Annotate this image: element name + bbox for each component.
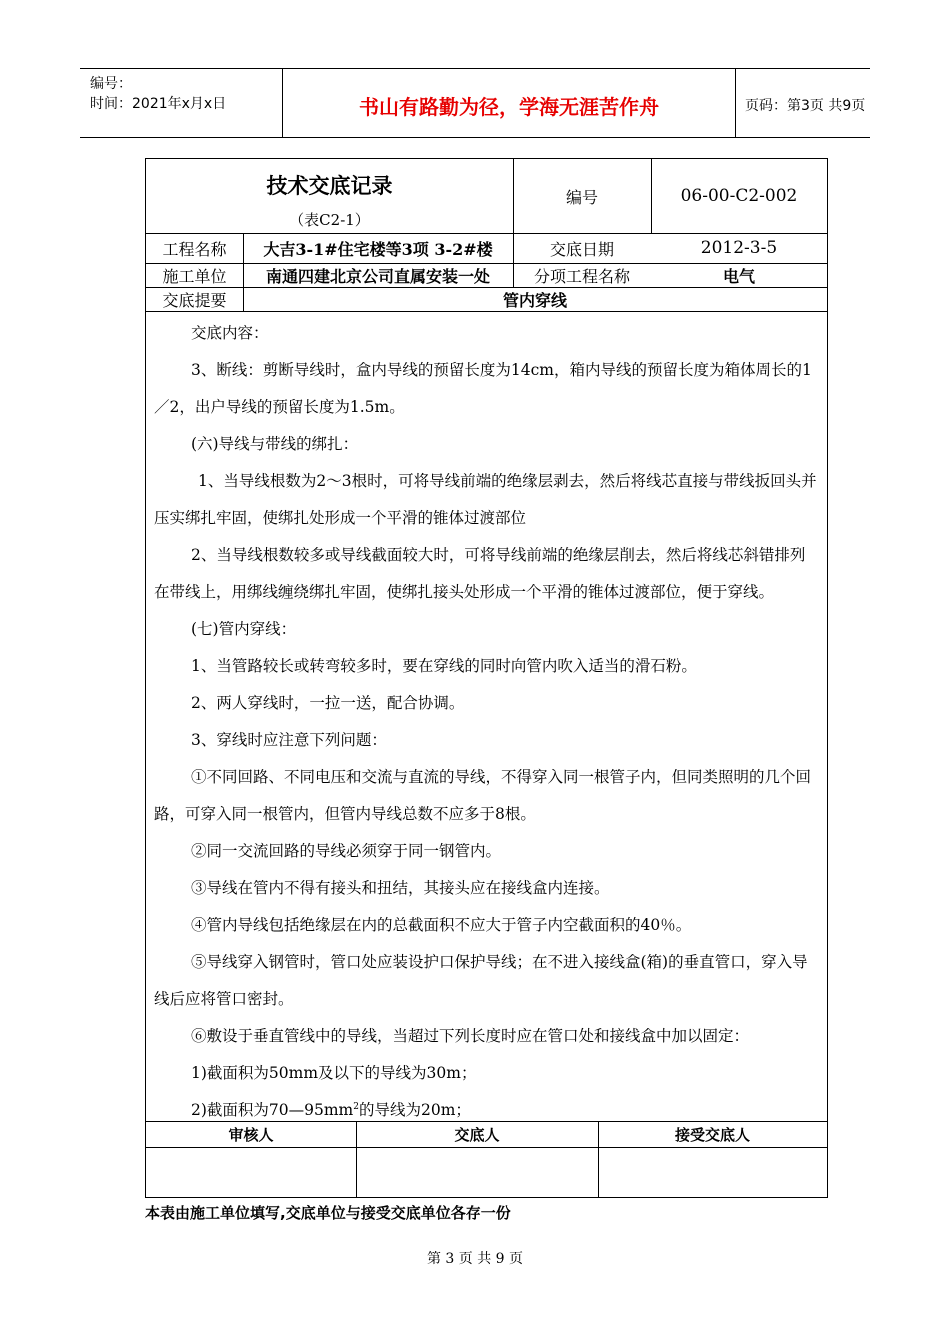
page-header <box>80 68 870 138</box>
content-heading: 交底内容： <box>191 324 269 342</box>
content-paragraph: ①不同回路、不同电压和交流与直流的导线，不得穿入同一根管子内，但同类照明的几个回路，可穿入同一根管内，但管内导线总数不应多于8根。 <box>154 768 812 823</box>
construction-unit-value: 南通四建北京公司直属安装一处 <box>265 266 490 286</box>
motto-text: 书山有路勤为径，学海无涯苦作舟 <box>359 95 659 119</box>
subitem-name-value: 电气 <box>722 266 755 286</box>
content-paragraph: 1)截面积为50mm及以下的导线为30m； <box>191 1064 477 1082</box>
content-paragraph: ②同一交流回路的导线必须穿于同一钢管内。 <box>191 842 502 860</box>
number-field-label: 编号 <box>565 187 598 207</box>
table-footnote: 本表由施工单位填写,交底单位与接受交底单位各存一份 <box>145 1204 511 1222</box>
project-name-value: 大吉3-1#住宅楼等3项 3-2#楼 <box>263 239 493 259</box>
time-label: 时间：2021年x月x日 <box>90 96 227 112</box>
content-paragraph: 2、两人穿线时，一拉一送，配合协调。 <box>191 694 465 712</box>
content-paragraph: 2、当导线根数较多或导线截面较大时，可将导线前端的绝缘层削去，然后将线芯斜错排列在带线上，用绑线缠绕绑扎牢固，使绑扎接头处形成一个平滑的锥体过渡部位，便于穿线。 <box>154 546 806 601</box>
header-motto-cell <box>282 69 736 137</box>
construction-unit-label: 施工单位 <box>162 266 227 286</box>
project-name-label: 工程名称 <box>162 239 227 259</box>
content-paragraph: ④管内导线包括绝缘层在内的总截面积不应大于管子内空截面积的40％。 <box>191 916 692 934</box>
technical-disclosure-record <box>145 158 828 1198</box>
superscript: 2 <box>353 1101 359 1112</box>
content-paragraph: ③导线在管内不得有接头和扭结，其接头应在接线盒内连接。 <box>191 879 610 897</box>
number-field-value: 06-00-C2-002 <box>680 186 798 206</box>
disclosure-date-value: 2012-3-5 <box>700 238 778 258</box>
summary-value: 管内穿线 <box>502 290 567 310</box>
record-subtitle: （表C2-1） <box>289 210 370 229</box>
receiver-signature-field[interactable] <box>598 1147 827 1197</box>
content-section-heading: (六)导线与带线的绑扎： <box>191 435 359 453</box>
discloser-label: 交底人 <box>454 1125 500 1144</box>
number-label: 编号： <box>90 76 132 92</box>
discloser-signature-field[interactable] <box>356 1147 598 1197</box>
summary-label: 交底提要 <box>162 290 227 310</box>
content-text: 的导线为20m； <box>359 1101 471 1119</box>
page-label: 页码：第3页 共9页 <box>745 98 866 114</box>
content-section-heading: (七)管内穿线： <box>191 620 297 638</box>
disclosure-content <box>154 315 820 1129</box>
page-number: 第 3 页 共 9 页 <box>426 1251 524 1267</box>
disclosure-date-label: 交底日期 <box>549 239 614 259</box>
reviewer-label: 审核人 <box>228 1125 274 1144</box>
header-meta-cell <box>80 69 282 137</box>
content-paragraph: ⑤导线穿入钢管时，管口处应装设护口保护导线；在不进入接线盒(箱)的垂直管口，穿入导线后应将管口密封。 <box>154 953 808 1008</box>
header-page-cell <box>735 69 870 137</box>
content-paragraph: ⑥敷设于垂直管线中的导线，当超过下列长度时应在管口处和接线盒中加以固定： <box>191 1027 750 1045</box>
content-text: 2)截面积为70—95mm <box>191 1101 354 1119</box>
content-paragraph: 1、当导线根数为2～3根时，可将导线前端的绝缘层剥去，然后将线芯直接与带线扳回头并压实绑扎牢固，使绑扎处形成一个平滑的锥体过渡部位 <box>154 472 817 527</box>
subitem-name-label: 分项工程名称 <box>533 266 630 286</box>
reviewer-signature-field[interactable] <box>146 1147 356 1197</box>
content-paragraph: 3、断线：剪断导线时，盒内导线的预留长度为14cm，箱内导线的预留长度为箱体周长的1／2，出户导线的预留长度为1.5m。 <box>154 361 812 416</box>
receiver-label: 接受交底人 <box>674 1125 750 1144</box>
content-paragraph: 1、当管路较长或转弯较多时，要在穿线的同时向管内吹入适当的滑石粉。 <box>191 657 697 675</box>
content-paragraph: 3、穿线时应注意下列问题： <box>191 731 387 749</box>
record-title: 技术交底记录 <box>266 174 393 198</box>
